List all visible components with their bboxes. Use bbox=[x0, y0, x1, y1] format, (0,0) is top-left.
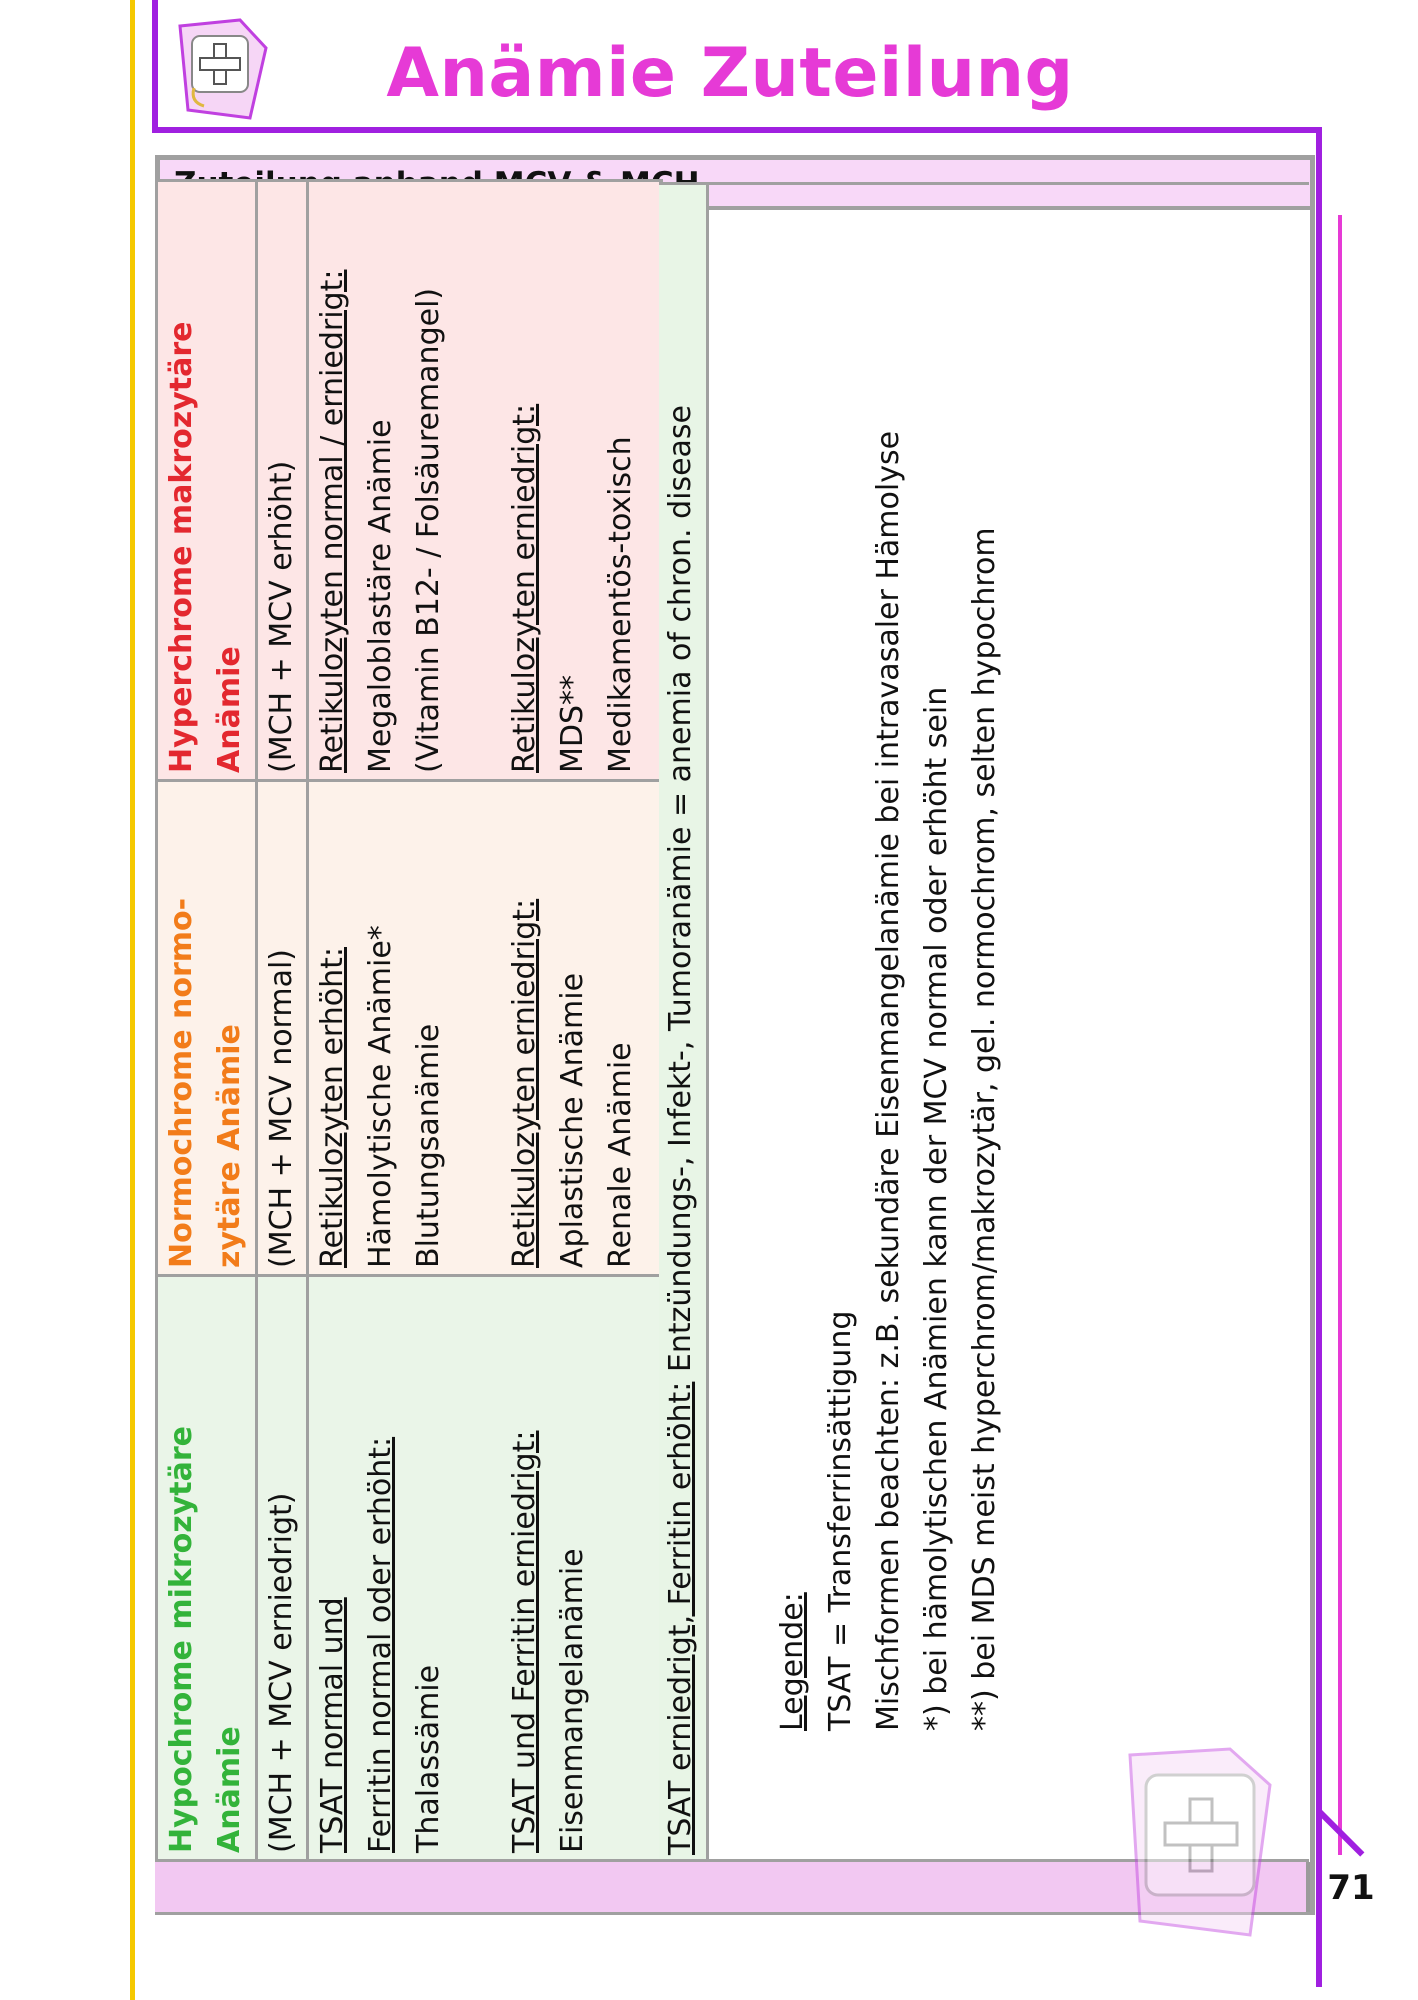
col1-title-line2: Anämie bbox=[212, 1726, 247, 1853]
col2-title-line1: Normochrome normo- bbox=[164, 897, 199, 1268]
col2-group1-item2: Blutungsanämie bbox=[411, 1023, 446, 1268]
col3-criteria: (MCH + MCV erhöht) bbox=[257, 181, 308, 781]
rotated-content bbox=[155, 182, 1310, 1912]
tsat-note-label: TSAT erniedrigt, Ferritin erhöht: bbox=[663, 1381, 698, 1855]
col2-criteria: (MCH + MCV normal) bbox=[257, 781, 308, 1276]
legend-line-3: *) bei hämolytischen Anämien kann der MCV normal oder erhöht sein bbox=[919, 686, 954, 1731]
col1-group1-item1: Thalassämie bbox=[411, 1664, 446, 1853]
col1-group1-label1: TSAT normal und bbox=[315, 1597, 350, 1853]
legend-line-1: TSAT = Transferrinsättigung bbox=[823, 1310, 858, 1731]
purple-frame-right bbox=[1316, 127, 1322, 1987]
magenta-right-line bbox=[1338, 215, 1342, 1855]
col1-group1-label2: Ferritin normal oder erhöht: bbox=[363, 1436, 398, 1853]
col2-group2-item1: Aplastische Anämie bbox=[555, 972, 590, 1268]
tsat-note-text: Entzündungs-, Infekt-, Tumoranämie = anemia of chron. disease bbox=[663, 405, 698, 1382]
legend-heading: Legende: bbox=[775, 1592, 810, 1731]
col3-group2-item2: Medikamentös-toxisch bbox=[603, 436, 638, 773]
col3-title bbox=[157, 181, 257, 781]
watermark-logo-icon bbox=[1110, 1745, 1300, 1945]
col3-group1-label1: Retikulozyten normal / erniedrigt: bbox=[315, 269, 350, 773]
col2-group1-item1: Hämolytische Anämie* bbox=[363, 925, 398, 1268]
col3-title-line1: Hyperchrome makrozytäre bbox=[164, 321, 199, 773]
medical-cross-logo-icon bbox=[170, 18, 280, 123]
purple-frame-left bbox=[152, 0, 158, 132]
yellow-side-line bbox=[130, 0, 135, 2000]
col1-criteria: (MCH + MCV erniedrigt) bbox=[257, 1276, 308, 1861]
col3-group2-item1: MDS** bbox=[555, 674, 590, 773]
col3-group1-item2: (Vitamin B12- / Folsäuremangel) bbox=[411, 287, 446, 773]
col2-group2-label1: Retikulozyten erniedrigt: bbox=[507, 898, 542, 1268]
col2-groups bbox=[308, 781, 662, 1276]
col3-group2-label1: Retikulozyten erniedrigt: bbox=[507, 403, 542, 773]
col2-group1-label1: Retikulozyten erhöht: bbox=[315, 947, 350, 1268]
col1-group2-item1: Eisenmangelanämie bbox=[555, 1548, 590, 1853]
legend bbox=[709, 182, 1309, 1862]
col3-groups bbox=[308, 181, 662, 781]
col1-title bbox=[157, 1276, 257, 1861]
col2-title-line2: zytäre Anämie bbox=[212, 1024, 247, 1268]
tsat-note-row bbox=[659, 182, 709, 1862]
page-number: 71 bbox=[1327, 1868, 1375, 1908]
col2-group2-item2: Renale Anämie bbox=[603, 1042, 638, 1268]
col1-group2-label1: TSAT und Ferritin erniedrigt: bbox=[507, 1430, 542, 1853]
purple-frame-top bbox=[152, 127, 1322, 133]
page-title: Anämie Zuteilung bbox=[386, 34, 1074, 113]
col1-title-line1: Hypochrome mikrozytäre bbox=[164, 1426, 199, 1853]
legend-line-4: **) bei MDS meist hyperchrom/makrozytär, gel. normochrom, selten hypochrom bbox=[967, 527, 1002, 1731]
col3-title-line2: Anämie bbox=[212, 646, 247, 773]
col3-group1-item1: Megaloblastäre Anämie bbox=[363, 419, 398, 773]
col2-title bbox=[157, 781, 257, 1276]
anemia-table bbox=[155, 179, 663, 1862]
legend-line-2: Mischformen beachten: z.B. sekundäre Eisenmangelanämie bei intravasaler Hämolyse bbox=[871, 430, 906, 1731]
col1-groups bbox=[308, 1276, 662, 1861]
